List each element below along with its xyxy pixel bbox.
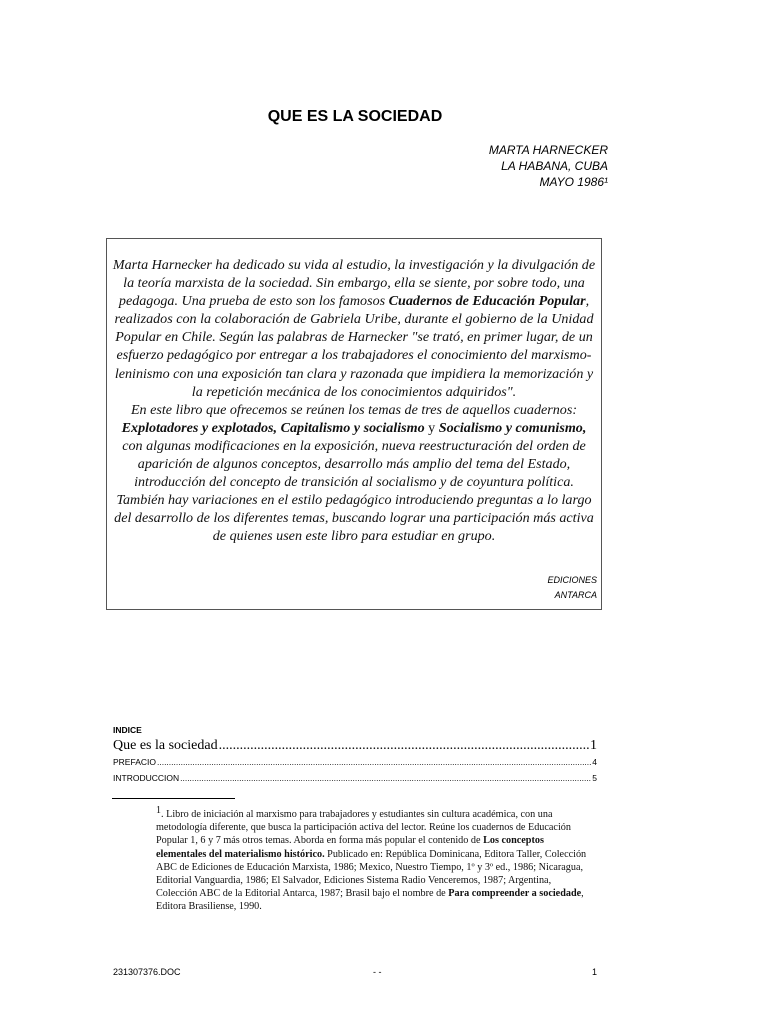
intro-text: Marta Harnecker ha dedicado su vida al estudio, la investigación y la divulgación de la teoría marxista de la sociedad. Sin embargo, ella se siente, por sobre todo, una pedagoga. Una prueba de esto son los famosos bbox=[112, 257, 596, 310]
intro-box bbox=[106, 238, 602, 610]
intro-text: , realizados con la colaboración de Gabriela Uribe, durante el gobierno de la Unidad Popular en Chile. Según las palabras de Harnecker "se trató, en primer lugar, de un esfuerzo pedagógico por entregar a los trabajadores el conocimiento del marxismo-leninismo con una exposición tan clara y razonada que impidiera la memorización y la repetición mecánica de los conocimientos adquiridos". bbox=[114, 293, 594, 400]
toc-leader bbox=[157, 754, 591, 770]
document-title: QUE ES LA SOCIEDAD bbox=[267, 108, 443, 125]
footnote-bold-title: Los conceptos elementales del materialismo histórico. bbox=[156, 835, 544, 860]
author-date-line bbox=[489, 174, 608, 190]
intro-text: con algunas modificaciones en la exposición, nueva reestructuración del orden de aparición de algunos conceptos, desarrollo más amplio del tema del Estado, introducción del concepto de transición al socialismo y de coyuntura política. También hay variaciones en el estilo pedagógico introduciendo preguntas a lo largo del desarrollo de los diferentes temas, buscando lograr una participación más activa de quienes usen este libro para estudiar en grupo. bbox=[114, 437, 594, 545]
toc-entry-label[interactable]: Que es la sociedad bbox=[113, 738, 218, 753]
intro-bold-title: Explotadores y explotados, Capitalismo y socialismo bbox=[121, 419, 425, 436]
footnote-number: 1 bbox=[156, 805, 161, 816]
author-name: MARTA HARNECKER bbox=[488, 143, 608, 157]
footnote-ref[interactable]: ¹ bbox=[604, 175, 608, 189]
intro-paragraph-1 bbox=[111, 256, 597, 401]
toc-entry-label[interactable]: INTRODUCCION bbox=[113, 773, 180, 783]
footer-page-number: 1 bbox=[591, 967, 597, 977]
toc-leader bbox=[180, 770, 591, 786]
footnote bbox=[156, 804, 594, 914]
intro-bold-title: Cuadernos de Educación Popular bbox=[388, 293, 586, 310]
footnote-text: , Editora Brasiliense, 1990. bbox=[156, 888, 584, 913]
toc-entry[interactable] bbox=[113, 754, 597, 770]
footer-center: - - bbox=[373, 967, 382, 977]
publisher-line: ANTARCA bbox=[554, 590, 597, 600]
toc-entry-page[interactable]: 1 bbox=[590, 738, 597, 753]
footer-filename: 231307376.DOC bbox=[113, 967, 181, 977]
footnote-bold-title: Para compreender a sociedade bbox=[448, 888, 582, 900]
author-date: MAYO 1986 bbox=[539, 175, 604, 189]
publisher bbox=[547, 573, 597, 603]
author-place: LA HABANA, CUBA bbox=[501, 159, 608, 173]
toc-entry-label[interactable]: PREFACIO bbox=[113, 757, 156, 767]
toc-leader bbox=[219, 737, 589, 754]
intro-paragraph-2 bbox=[111, 401, 597, 546]
toc-entry-page[interactable]: 4 bbox=[592, 757, 597, 767]
footnote-text: . Libro de iniciación al marxismo para trabajadores y estudiantes sin cultura académica, con una metodología diferente, que busca la participación activa del lector. Reúne los cuadernos de Educación Popular 1, 6 y 7 más otros temas. Aborda en forma más popular el contenido de bbox=[156, 809, 571, 847]
footnote-text: Publicado en: República Dominicana, Editora Taller, Colección ABC de Ediciones de Educación Marxista, 1986; Mexico, Nuestro Tiempo, 1º y 3º ed., 1986; Nicaragua, Editorial Vanguardia, 1986; El Salvador, Ediciones Sistema Radio Venceremos, 1987; Argentina, Colección ABC de la Editorial Antarca, 1987; Brasil bajo el nombre de bbox=[156, 848, 587, 900]
publisher-line: EDICIONES bbox=[547, 575, 597, 585]
toc-entry[interactable] bbox=[113, 770, 597, 786]
footnote-separator bbox=[112, 798, 235, 799]
author-block bbox=[489, 142, 608, 190]
table-of-contents bbox=[113, 725, 597, 786]
toc-heading: INDICE bbox=[113, 725, 142, 735]
toc-entry[interactable] bbox=[113, 737, 597, 754]
toc-entry-page[interactable]: 5 bbox=[592, 773, 597, 783]
intro-text: y bbox=[424, 419, 439, 436]
intro-text: En este libro que ofrecemos se reúnen los temas de tres de aquellos cuadernos: bbox=[130, 401, 578, 418]
intro-bold-title: Socialismo y comunismo, bbox=[438, 419, 587, 436]
